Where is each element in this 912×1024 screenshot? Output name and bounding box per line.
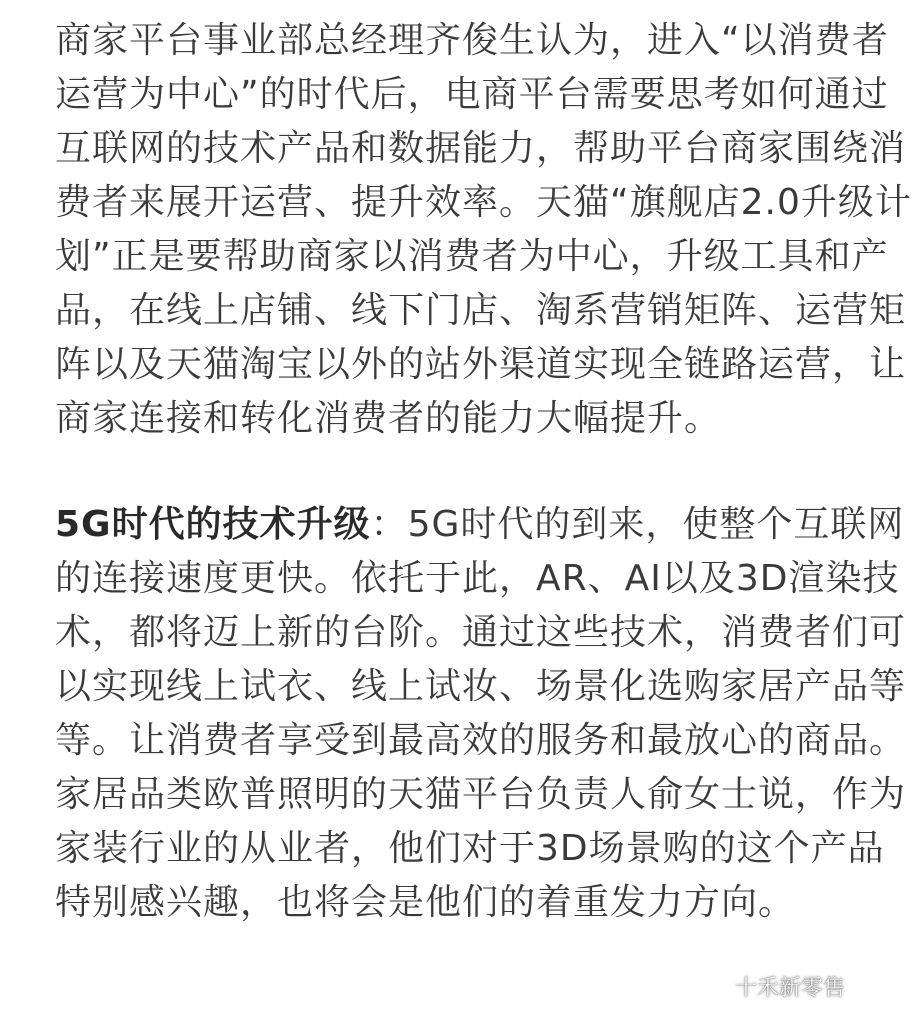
paragraph-line: 的连接速度更快。依托于此，AR、AI以及3D渲染技 (55, 558, 900, 599)
paragraph-2 (55, 498, 907, 930)
paragraph-line: 等。让消费者享受到最高效的服务和最放心的商品。 (55, 720, 907, 761)
paragraph-line: 商家连接和转化消费者的能力大幅提升。 (55, 398, 722, 439)
paragraph-line: 品，在线上店铺、线下门店、淘系营销矩阵、运营矩 (55, 290, 907, 331)
article-body (55, 14, 912, 930)
wechat-icon (695, 973, 727, 1001)
watermark (695, 971, 845, 1002)
paragraph-line: 划”正是要帮助商家以消费者为中心，升级工具和产 (55, 236, 889, 277)
paragraph-line: 阵以及天猫淘宝以外的站外渠道实现全链路运营，让 (55, 344, 907, 385)
paragraph-line: 家居品类欧普照明的天猫平台负责人俞女士说，作为 (55, 774, 907, 815)
paragraph-line: 运营为中心”的时代后，电商平台需要思考如何通过 (55, 74, 889, 115)
paragraph-spacer (55, 446, 825, 498)
paragraph-line: 以实现线上试衣、线上试妆、场景化选购家居产品等 (55, 666, 907, 707)
paragraph-1 (55, 14, 912, 446)
paragraph-line: 互联网的技术产品和数据能力，帮助平台商家围绕消 (55, 128, 907, 169)
paragraph-line: 费者来展开运营、提升效率。天猫“旗舰店2.0升级计 (55, 182, 912, 223)
paragraph-line: 家装行业的从业者，他们对于3D场景购的这个产品 (55, 828, 885, 869)
paragraph-line: 术，都将迈上新的台阶。通过这些技术，消费者们可 (55, 612, 907, 653)
section-lead-heading: 5G时代的技术升级 (55, 504, 371, 545)
paragraph-line-rest: ：5G时代的到来，使整个互联网 (370, 504, 905, 545)
watermark-text: 十禾新零售 (734, 976, 845, 1001)
paragraph-first-line (55, 498, 905, 552)
paragraph-line: 商家平台事业部总经理齐俊生认为，进入“以消费者 (55, 20, 889, 61)
paragraph-line: 特别感兴趣，也将会是他们的着重发力方向。 (55, 882, 796, 923)
